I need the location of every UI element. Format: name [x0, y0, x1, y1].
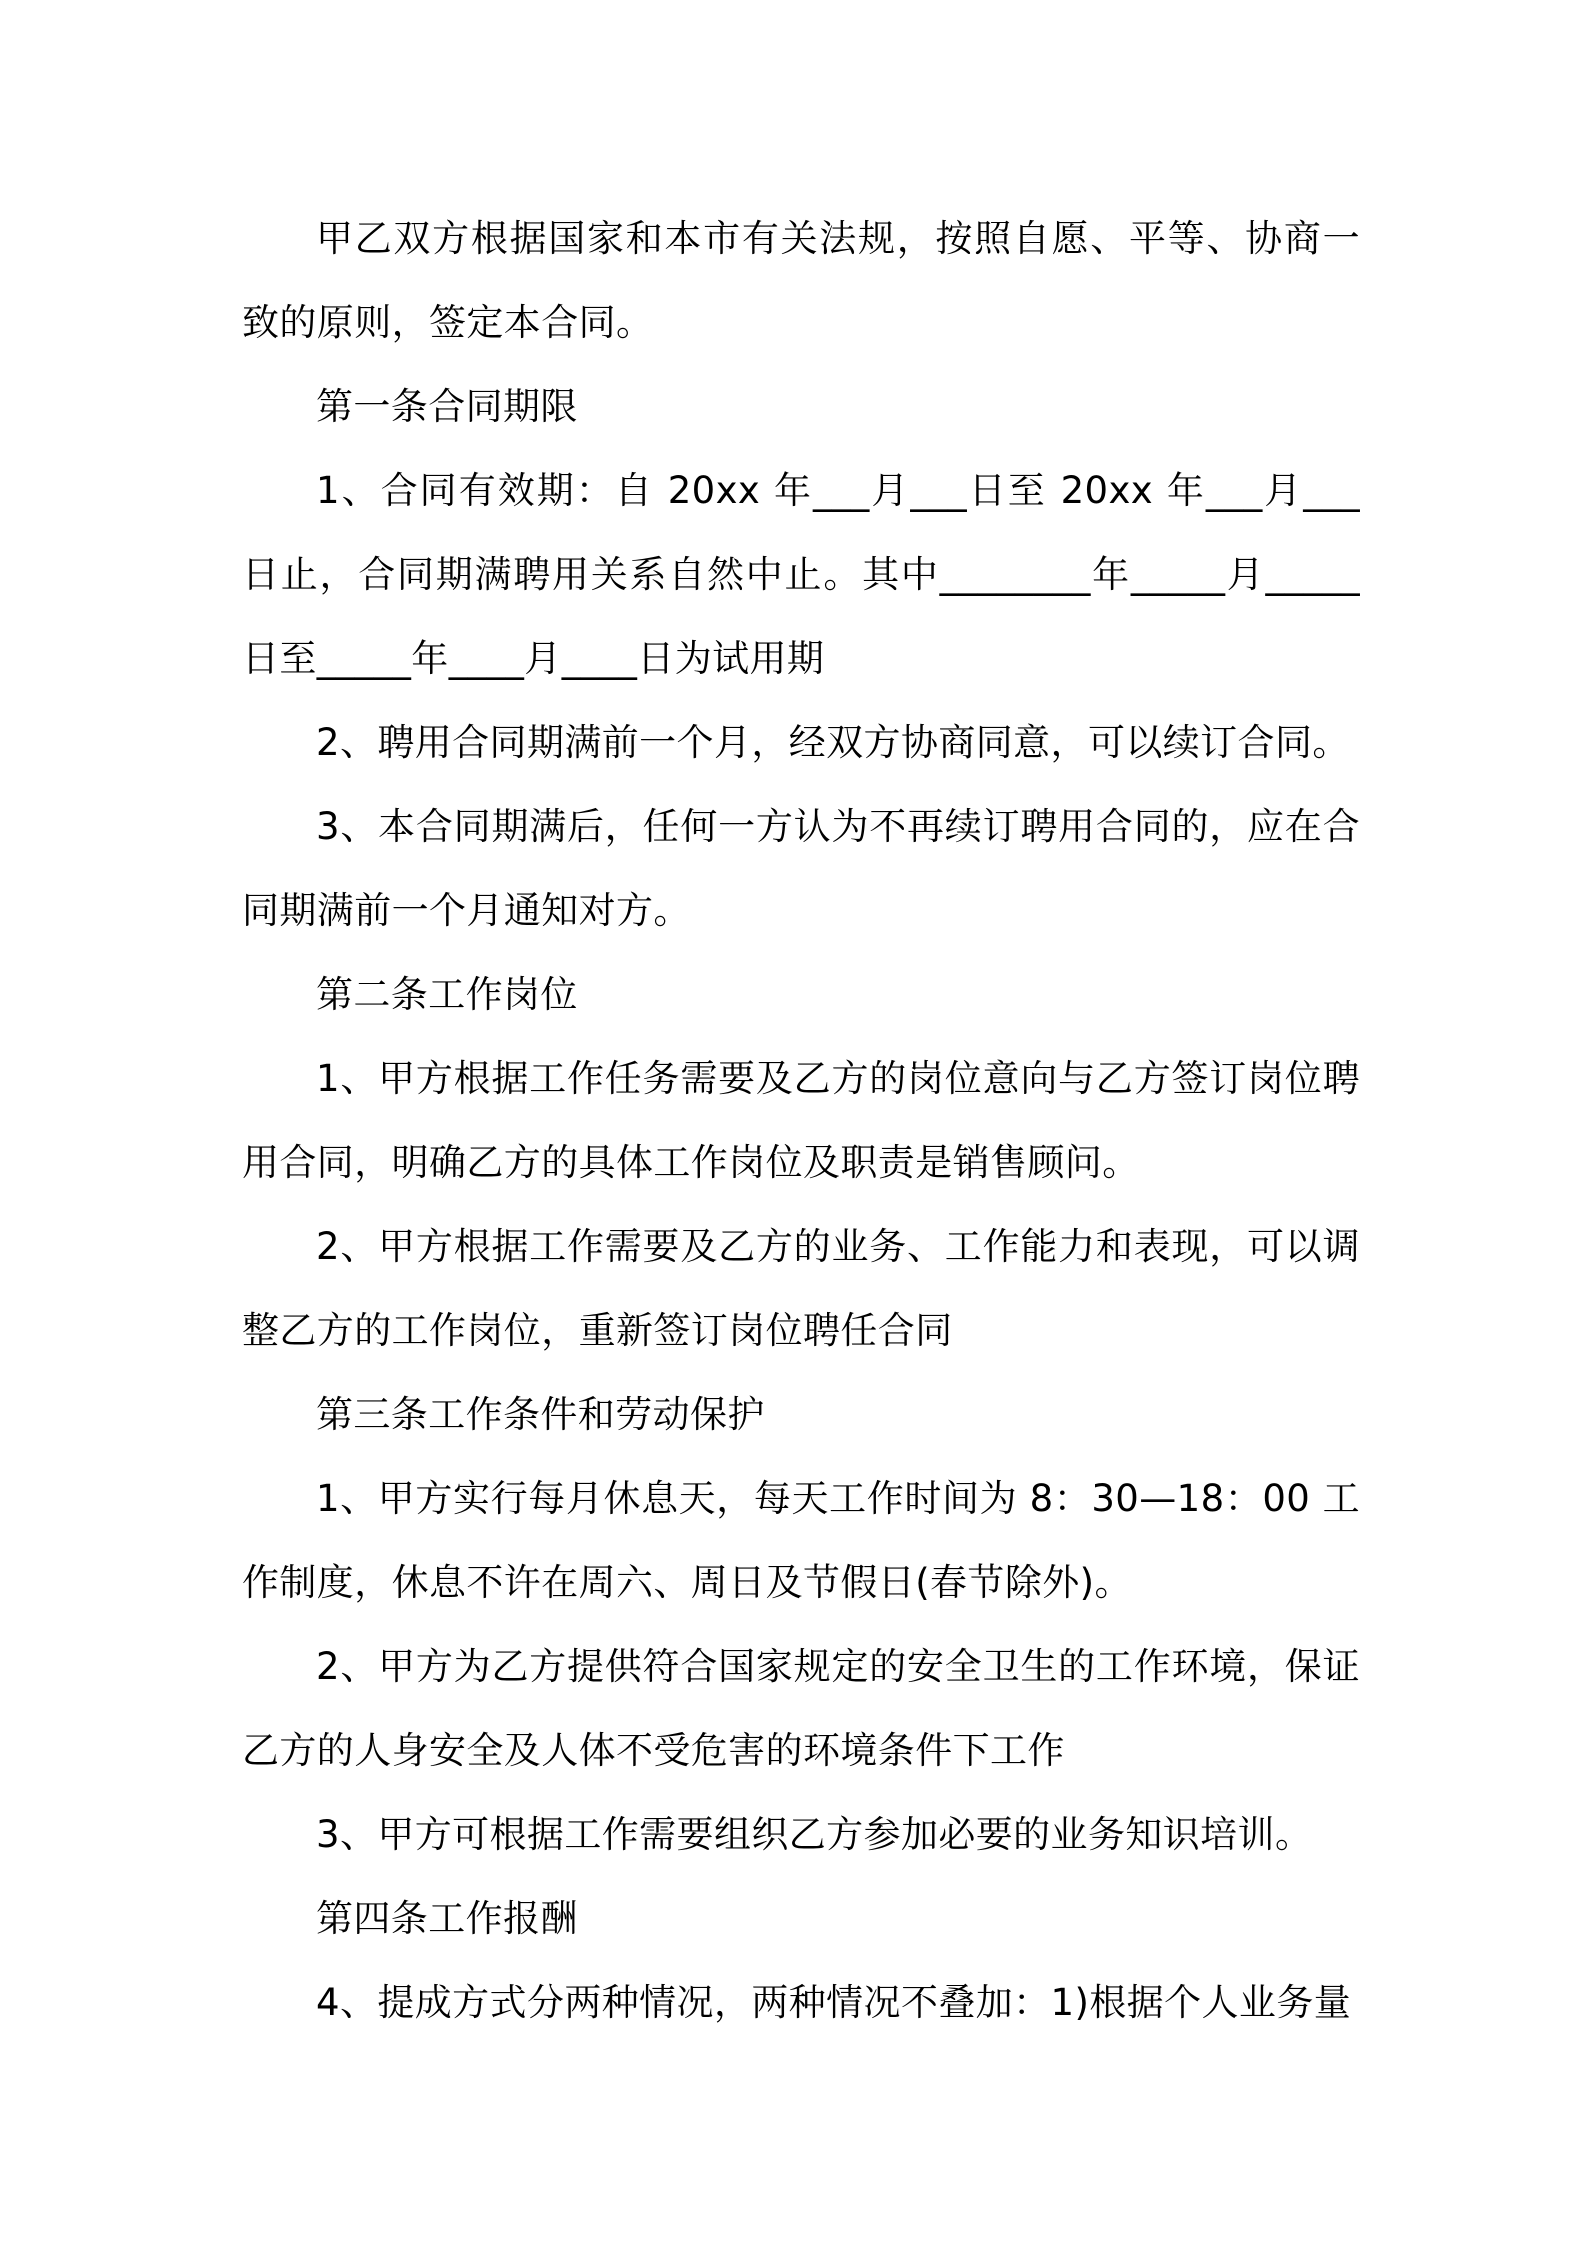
- article-4-heading: 第四条工作报酬: [316, 1897, 578, 1940]
- document-body: [242, 197, 1360, 2045]
- article-1-clause-3: 3、本合同期满后，任何一方认为不再续订聘用合同的，应在合同期满前一个月通知对方。: [242, 805, 1360, 932]
- article-2-clause-2: 2、甲方根据工作需要及乙方的业务、工作能力和表现，可以调整乙方的工作岗位，重新签订岗位聘任合同: [242, 1225, 1360, 1352]
- article-1-clause-1: 1、合同有效期：自 20xx 年___月___日至 20xx 年___月___日止，合同期满聘用关系自然中止。其中________年_____月_____日至_____年____月____日为试用期: [242, 469, 1360, 680]
- article-2-heading: 第二条工作岗位: [316, 973, 578, 1016]
- article-3-clause-1: 1、甲方实行每月休息天，每天工作时间为 8：30—18：00 工作制度，休息不许在周六、周日及节假日(春节除外)。: [242, 1477, 1360, 1604]
- article-3-heading: 第三条工作条件和劳动保护: [316, 1393, 765, 1436]
- article-1-heading: 第一条合同期限: [316, 385, 578, 428]
- article-4-clause-4: 4、提成方式分两种情况，两种情况不叠加：1)根据个人业务量: [316, 1981, 1352, 2024]
- article-3-clause-3: 3、甲方可根据工作需要组织乙方参加必要的业务知识培训。: [316, 1813, 1313, 1856]
- article-3-clause-2: 2、甲方为乙方提供符合国家规定的安全卫生的工作环境，保证乙方的人身安全及人体不受危害的环境条件下工作: [242, 1645, 1360, 1772]
- article-1-clause-2: 2、聘用合同期满前一个月，经双方协商同意，可以续订合同。: [316, 721, 1350, 764]
- paragraph-intro: 甲乙双方根据国家和本市有关法规，按照自愿、平等、协商一致的原则，签定本合同。: [242, 217, 1360, 344]
- article-2-clause-1: 1、甲方根据工作任务需要及乙方的岗位意向与乙方签订岗位聘用合同，明确乙方的具体工作岗位及职责是销售顾问。: [242, 1057, 1360, 1184]
